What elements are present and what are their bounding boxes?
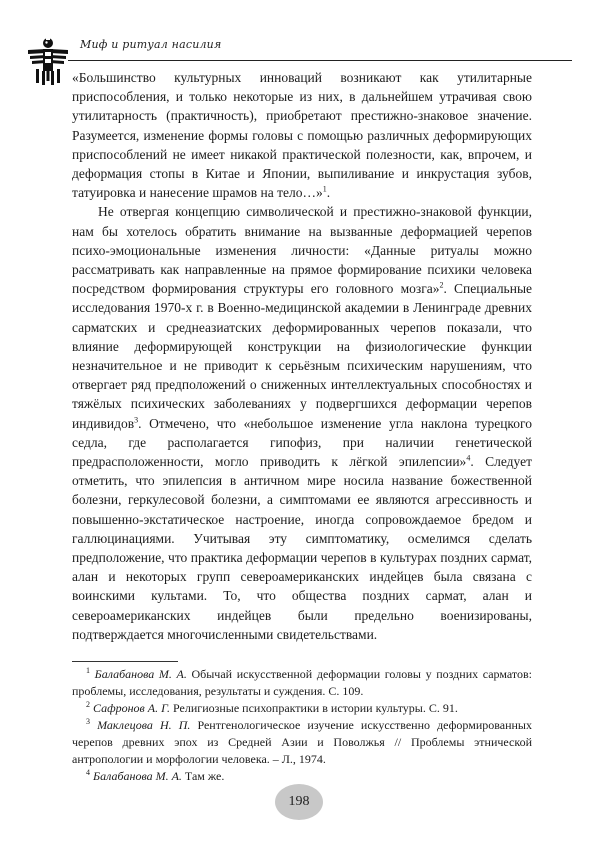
footnote-4	[72, 768, 532, 785]
main-text	[72, 68, 532, 644]
footnote-rule	[72, 661, 178, 662]
header-rule	[68, 60, 572, 61]
footnote-1-number: 1	[86, 666, 90, 675]
footnote-3	[72, 717, 532, 768]
paragraph-1-text: «Большинство культурных инноваций возникают как утилитарные приспособления, и только некоторые из них, в дальнейшем утрачивая свою утилитарность (практичность), приобретают престижно-знаковое значение. Разумеется, изменение формы головы с помощью различных деформирующих приспособлений не имеет никакой практической полезности, как, впрочем, и деформация стопы в Китае и Японии, выпиливание и инкрустация зубов, татуировка и нанесение шрамов на тело…»	[72, 70, 532, 201]
footnote-3-author: Маклецова Н. П.	[97, 718, 191, 732]
paragraph-2-text-a: Не отвергая концепцию символической и престижно-знаковой функции, нам бы хотелось обратить внимание на вызванные деформацией черепов психо-эмоциональные изменения личности: «Данные ритуалы можно рассматривать как направленные на прямое формирование психики человека посредством формирования структуры его головного мозга»	[72, 204, 532, 297]
footnote-ref-2[interactable]: 2	[439, 280, 444, 290]
paragraph-2-text-b: . Специальные исследования 1970-х г. в Военно-медицинской академии в Ленинграде древних сарматских и среднеазиатских деформированных черепов показали, что влияние деформирующей конструкции на физиологические функции незначительное и не приводит к серьёзным психическим нарушениям, что отвергает ряд предположений о сниженных интеллектуальных способностях и тяжёлых психических заболеваниях у подвергшихся деформации черепов индивидов	[72, 281, 533, 431]
bird-ornament-logo	[26, 36, 70, 86]
footnote-2-number: 2	[86, 700, 90, 709]
page-number: 198	[275, 784, 323, 820]
footnote-2-author: Сафронов А. Г.	[93, 701, 171, 715]
paragraph-2-text-c: . Отмечено, что «небольшое изменение угла наклона турецкого седла, где располагается гипофиз, при наличии генетической предрасположенности, могло приводить к лёгкой эпилепсии»	[72, 415, 532, 470]
footnote-1	[72, 666, 532, 700]
footnote-2-text: Религиозные психопрактики в истории культуры. С. 91.	[170, 701, 458, 715]
paragraph-1: «Большинство культурных инноваций возникают как утилитарные приспособления, и только некоторые из них, в дальнейшем утрачивая свою утилитарность (практичность), приобретают престижно-знаковое значение. Разумеется, изменение формы головы с помощью различных деформирующих приспособлений не имеет никакой практической полезности, как, впрочем, и деформация стопы в Китае и Японии, выпиливание и инкрустация зубов, татуировка и нанесение шрамов на тело…»$^1$.	[72, 70, 532, 201]
footnote-4-author: Балабанова М. А.	[93, 769, 182, 783]
footnote-1-author: Балабанова М. А.	[94, 667, 187, 681]
footnote-4-text: Там же.	[181, 769, 225, 783]
footnote-3-text: Рентгенологическое изучение искусственно деформированных черепов древних эпох из Средней Азии и Поволжья // Проблемы этнической антропологии и морфологии человека. – Л., 1974.	[72, 718, 532, 766]
footnote-ref-4[interactable]: 4	[466, 453, 471, 463]
footnote-2	[72, 700, 532, 717]
footnote-1-text: Обычай искусственной деформации головы у поздних сарматов: проблемы, исследования, результаты и суждения. С. 109.	[72, 667, 532, 698]
footnote-ref-3[interactable]: 3	[134, 415, 139, 425]
paragraph-2-text-d: . Следует отметить, что эпилепсия в античном мире носила название божественной болезни, геркулесовой болезни, а симптомами ее являются агрессивность и повышенно-экстатическое настроение, иногда сопровождаемое бредом и галлюцинациями. Учитывая эту симптоматику, осмелимся сделать предположение, что практика деформации черепов в культурах поздних сармат, алан и некоторых групп североамериканских индейцев была связана с воинскими культами. То, что общества поздних сармат, алан и североамериканских индейцев были предельно военизированы, подтверждается многочисленными свидетельствами.	[72, 454, 532, 642]
footnote-4-number: 4	[86, 768, 90, 777]
running-title: Миф и ритуал насилия	[80, 38, 222, 51]
footnote-3-number: 3	[86, 717, 90, 726]
footnote-ref-1[interactable]: 1	[322, 184, 327, 194]
footnotes	[72, 666, 532, 785]
paragraph-2	[72, 202, 532, 644]
